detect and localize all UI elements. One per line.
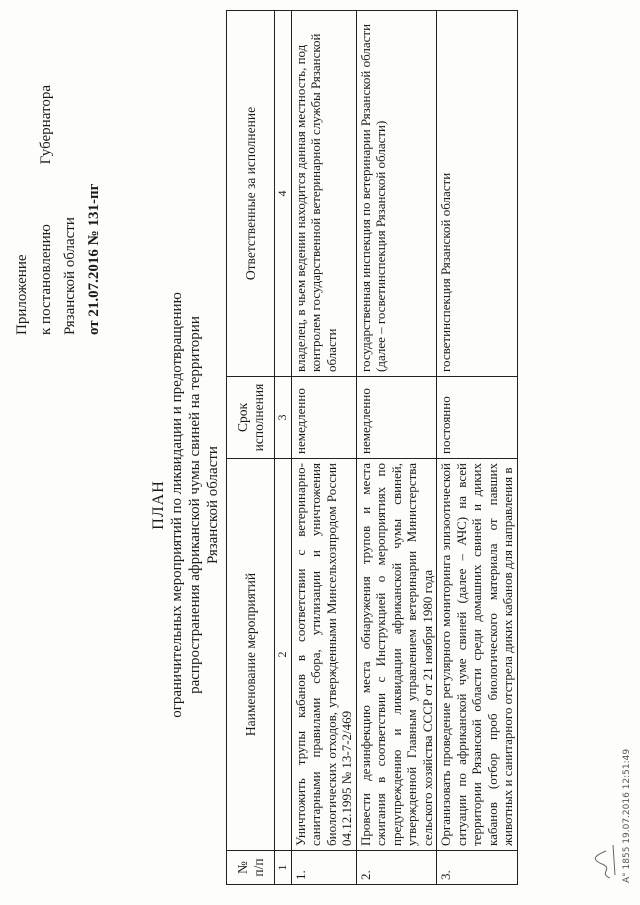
col-number: 1: [275, 851, 292, 885]
header-num: № п/п: [227, 851, 275, 885]
row-term: немедленно: [356, 377, 437, 459]
appendix-word: Приложение: [14, 254, 30, 335]
col-number: 3: [275, 377, 292, 459]
plan-title-line1: ограничительных мероприятий по ликвидации и предотвращению: [169, 292, 185, 718]
header-responsible: Ответственные за исполнение: [227, 11, 275, 377]
row-num: 1.: [291, 851, 356, 885]
header-measures: Наименование мероприятий: [227, 459, 275, 851]
appendix-line2: [34, 85, 58, 335]
registration-stamp: А° 1855 19.07.2016 12:51:49: [622, 748, 632, 883]
row-resp: госветинспекция Рязанской области: [437, 11, 518, 377]
appendix-date-number: от 21.07.2016 № 131-пг: [86, 183, 102, 335]
col-number: 2: [275, 459, 292, 851]
row-desc: Организовать проведение регулярного мониторинга эпизоотической ситуации по африканской чуме свиней (далее – АЧС) на всей территории Рязанской области среди домашних свиней и диких кабанов (отбор проб биологического материала от павших животных и санитарного отстрела диких кабанов для направления в: [437, 459, 518, 851]
row-term: постоянно: [437, 377, 518, 459]
plan-title-line3: Рязанской области: [205, 446, 221, 564]
table-row: [437, 11, 518, 885]
row-resp: государственная инспекция по ветеринарии Рязанской области (далее – госветинспекция Рязанской области): [356, 11, 437, 377]
plan-title: [150, 225, 222, 785]
row-resp: владелец, в чьем ведении находится данная местность, под контролем государственной ветеринарной службы Рязанской области: [291, 11, 356, 377]
appendix-line2-b: Губернатора: [38, 85, 54, 165]
appendix-line2-a: к постановлению: [38, 224, 54, 335]
row-desc: Уничтожить трупы кабанов в соответствии с ветеринарно-санитарными правилами сбора, утилизации и уничтожения биологических отходов, утвержденными Минсельхозпродом России 04.12.1995 № 13-7-2/469: [291, 459, 356, 851]
plan-table: [226, 10, 518, 885]
table-row: [291, 11, 356, 885]
row-num: 3.: [437, 851, 518, 885]
row-term: немедленно: [291, 377, 356, 459]
handwritten-mark: [588, 841, 618, 881]
table-header-row: [227, 11, 275, 885]
table-row: [356, 11, 437, 885]
row-num: 2.: [356, 851, 437, 885]
plan-title-line2: распространения африканской чумы свиней на территории: [187, 316, 203, 694]
col-number: 4: [275, 11, 292, 377]
header-term: Срок исполнения: [227, 377, 275, 459]
plan-heading: ПЛАН: [150, 480, 167, 530]
appendix-block: [10, 35, 106, 335]
row-desc: Провести дезинфекцию места обнаружения трупов и места сжигания в соответствии с Инструкцией о мероприятиях по предупреждению и ликвидации африканской чумы свиней, утвержденной Главным управлением ветеринарии Министерства сельского хозяйства СССР от 21 ноября 1980 года: [356, 459, 437, 851]
appendix-line3: Рязанской области: [62, 217, 78, 335]
column-numbers-row: [275, 11, 292, 885]
